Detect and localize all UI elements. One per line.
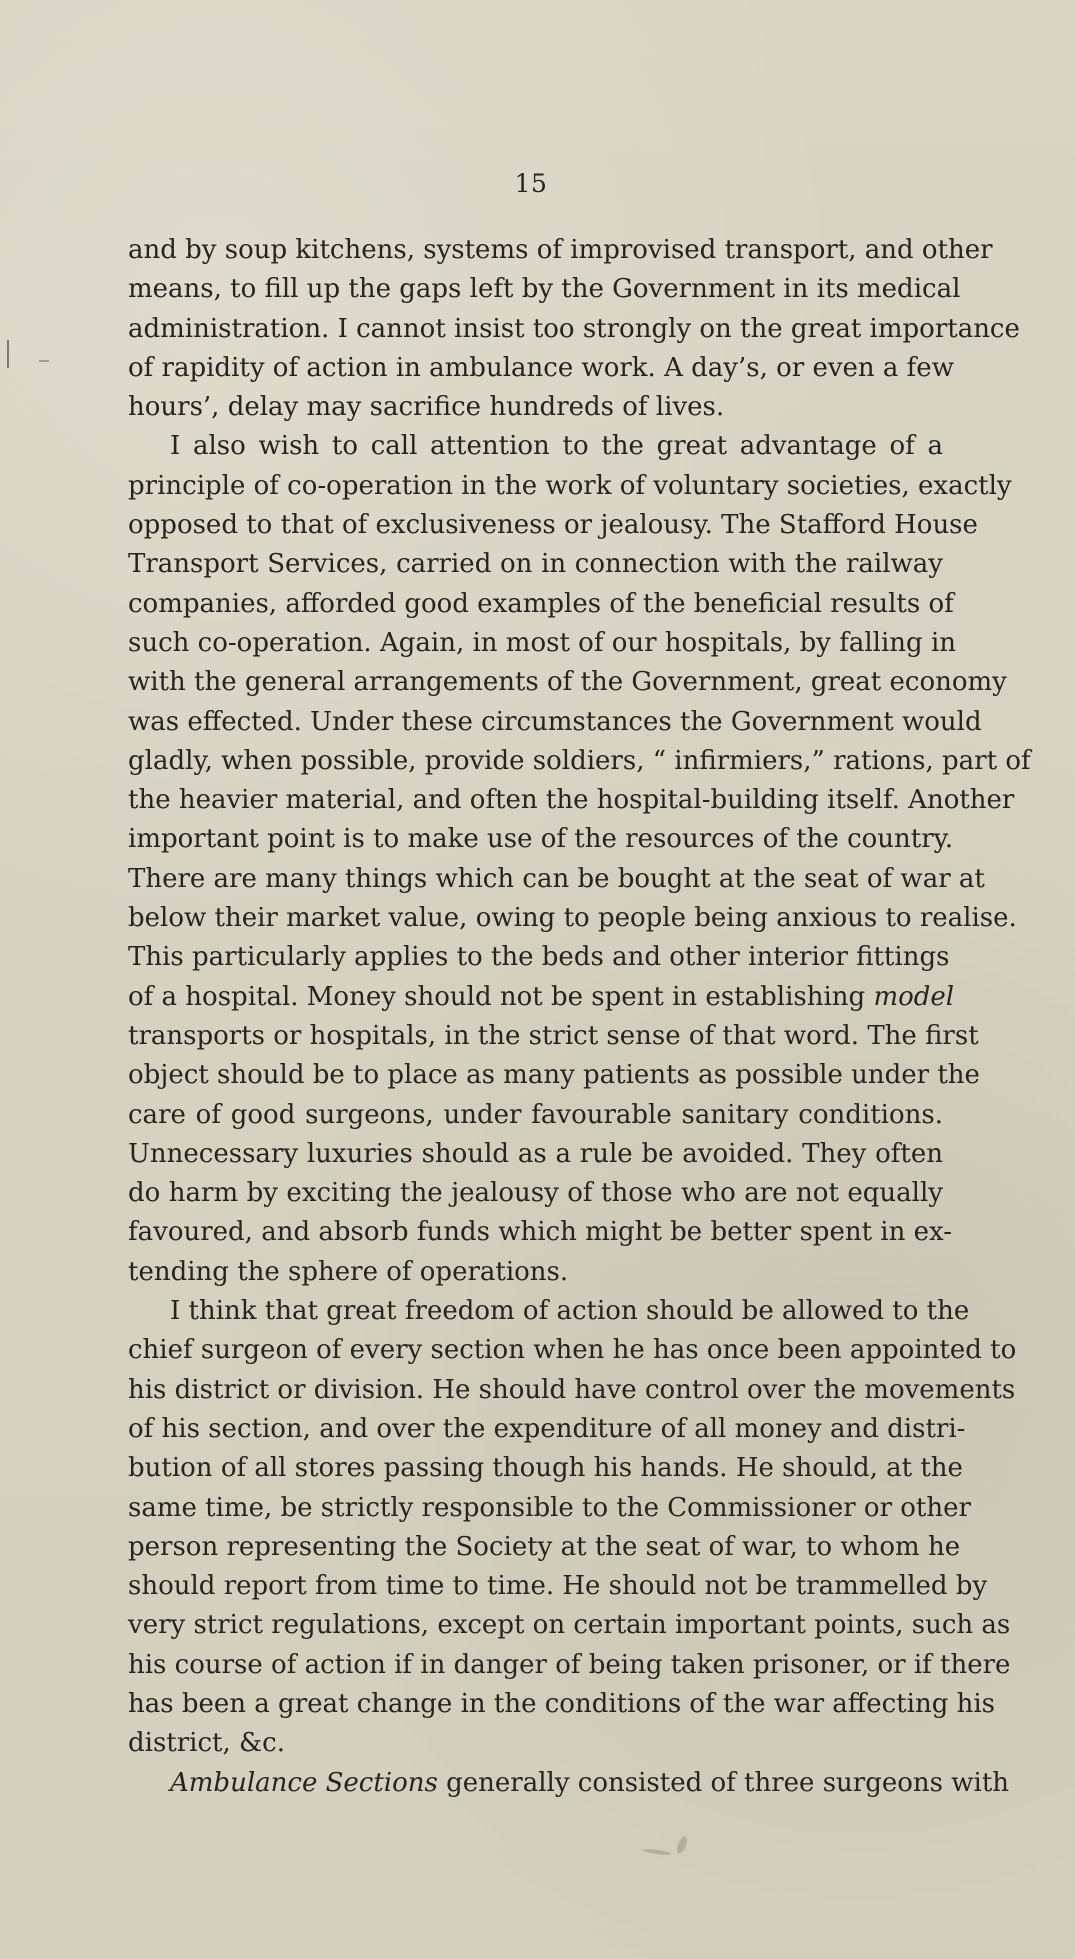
- italic-word: model: [873, 981, 955, 1012]
- paper-smudge: [675, 1835, 689, 1855]
- text-line: tending the sphere of operations.: [128, 1256, 569, 1287]
- text-line: Unnecessary luxuries should as a rule be avoided. They often: [128, 1138, 943, 1169]
- paper-smudge: [643, 1848, 671, 1856]
- text-line: gladly, when possible, provide soldiers, “ infirmiers,” rations, part of: [128, 745, 1031, 776]
- text-line: and by soup kitchens, systems of improvised transport, and other: [128, 235, 993, 265]
- text-line: object should be to place as many patients as possible under the: [128, 1060, 980, 1091]
- text-line: bution of all stores passing though his hands. He should, at the: [128, 1453, 963, 1484]
- text-line: below their market value, owing to people being anxious to realise.: [128, 903, 1017, 934]
- text-line: opposed to that of exclusiveness or jealousy. The Stafford House: [128, 510, 978, 541]
- italic-heading-phrase: Ambulance Sections: [170, 1767, 438, 1798]
- margin-dash: [39, 360, 49, 362]
- text-line: Transport Services, carried on in connection with the railway: [128, 549, 943, 580]
- text-line: administration. I cannot insist too strongly on the great importance: [128, 313, 1020, 344]
- text-line: This particularly applies to the beds and other interior fittings: [128, 942, 950, 973]
- text-line: means, to fill up the gaps left by the Government in its medical: [128, 274, 961, 305]
- text-line: companies, afforded good examples of the beneficial results of: [128, 588, 954, 619]
- text-line: his course of action if in danger of being taken prisoner, or if there: [128, 1649, 1011, 1680]
- text-line: same time, be strictly responsible to the Commissioner or other: [128, 1492, 971, 1523]
- text-line: favoured, and absorb funds which might be better spent in ex-: [128, 1217, 952, 1248]
- text-line-with-italic: [128, 978, 955, 1017]
- text-line: principle of co-operation in the work of voluntary societies, exactly: [128, 470, 1012, 501]
- text-line-with-italic: [128, 1764, 1010, 1803]
- text-line: the heavier material, and often the hospital-building itself. Another: [128, 785, 1015, 816]
- text-line: was effected. Under these circumstances the Government would: [128, 706, 982, 737]
- text-line: person representing the Society at the seat of war, to whom he: [128, 1531, 961, 1562]
- text-line: district, &c.: [128, 1728, 286, 1759]
- text-segment: generally consisted of three surgeons with: [446, 1767, 1010, 1798]
- text-line: do harm by exciting the jealousy of those who are not equally: [128, 1178, 943, 1209]
- text-line: transports or hospitals, in the strict sense of that word. The first: [128, 1020, 979, 1051]
- text-segment: of a hospital. Money should not be spent in establishing: [128, 981, 866, 1012]
- text-line: should report from time to time. He should not be trammelled by: [128, 1571, 988, 1602]
- text-line: very strict regulations, except on certain important points, such as: [128, 1610, 1011, 1641]
- margin-mark: [7, 340, 9, 368]
- text-line: with the general arrangements of the Government, great economy: [128, 667, 1007, 698]
- text-line: chief surgeon of every section when he has once been appointed to: [128, 1335, 1017, 1366]
- text-line: of his section, and over the expenditure of all money and distri-: [128, 1413, 966, 1444]
- text-line: of rapidity of action in ambulance work. A day’s, or even a few: [128, 352, 954, 383]
- text-line: I think that great freedom of action should be allowed to the: [170, 1296, 970, 1327]
- text-line: has been a great change in the conditions of the war affecting his: [128, 1688, 996, 1719]
- body-text: [128, 231, 1031, 1803]
- page-number: 15: [514, 169, 548, 198]
- text-line: care of good surgeons, under favourable sanitary conditions.: [128, 1099, 943, 1130]
- text-line: I also wish to call attention to the great advantage of a: [170, 431, 943, 462]
- text-line: his district or division. He should have control over the movements: [128, 1374, 1016, 1405]
- text-line: hours’, delay may sacrifice hundreds of lives.: [128, 392, 725, 423]
- text-line: such co-operation. Again, in most of our hospitals, by falling in: [128, 627, 957, 658]
- text-line: important point is to make use of the resources of the country.: [128, 824, 954, 855]
- text-line: There are many things which can be bought at the seat of war at: [128, 863, 985, 894]
